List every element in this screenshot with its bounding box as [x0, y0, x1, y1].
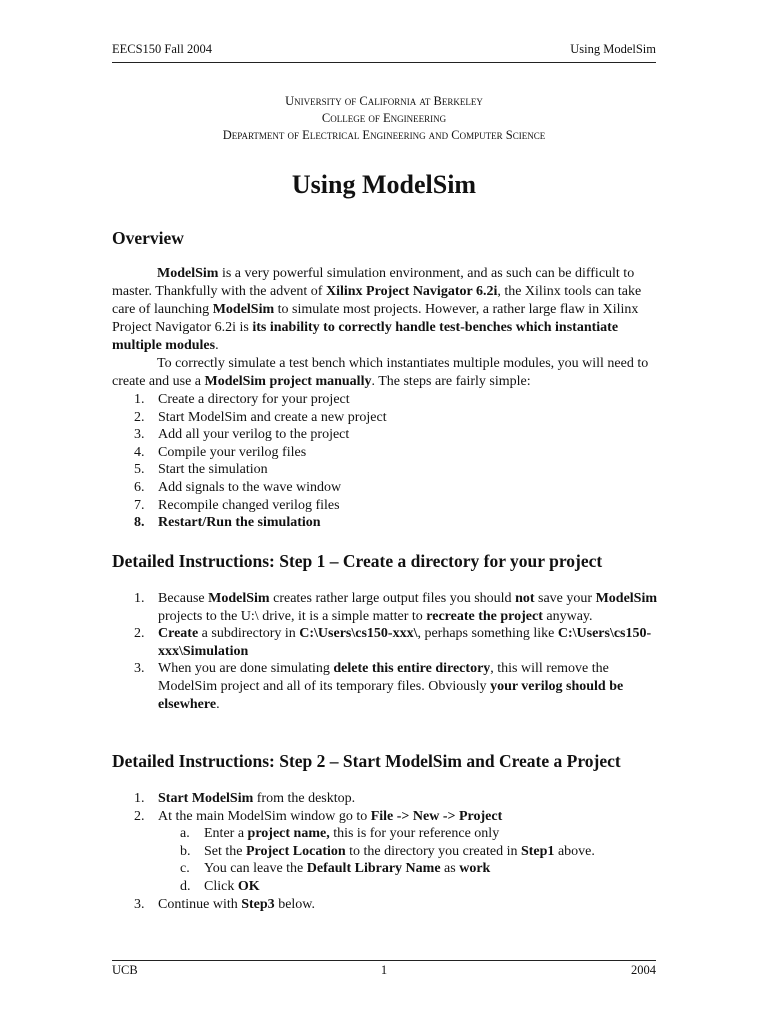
list-item: 3. Add all your verilog to the project	[134, 427, 350, 443]
step2-sublist	[158, 825, 657, 895]
document-title: Using ModelSim	[291, 170, 477, 199]
department-name: Department of Electrical Engineering and Computer Science	[222, 128, 546, 142]
header-course: EECS150 Fall 2004	[112, 42, 213, 56]
list-item: 5. Start the simulation	[134, 462, 268, 478]
list-item: 1. Because ModelSim creates rather large output files you should not save your ModelSim projects to the U:\ drive, it is a simple matter to recreate the project anyway.	[134, 591, 658, 624]
university-name: University of California at Berkeley	[285, 94, 483, 108]
list-item: 2. Start ModelSim and create a new project	[134, 409, 387, 425]
list-item: c. You can leave the Default Library Name as work	[180, 861, 491, 877]
list-item: b. Set the Project Location to the directory you created in Step1 above.	[180, 843, 595, 859]
overview-heading: Overview	[112, 228, 184, 248]
list-item: 2. At the main ModelSim window go to File -> New -> Project a. Enter a project name, this is for your reference only b. Set the Project Location to the directory you created in Step1 above. c. You can leave the Default Library Name as work d. Click OK	[112, 808, 657, 896]
college-name: College of Engineering	[321, 111, 447, 125]
list-item: d. Click OK	[180, 878, 260, 894]
footer-rule	[112, 960, 656, 961]
step2-heading: Detailed Instructions: Step 2 – Start ModelSim and Create a Project	[112, 751, 621, 771]
list-item: 6. Add signals to the wave window	[134, 479, 342, 495]
list-item: 1. Start ModelSim from the desktop.	[134, 791, 356, 806]
footer-institution: UCB	[112, 963, 138, 977]
list-item: 1. Create a directory for your project	[134, 392, 350, 407]
header-rule	[112, 62, 656, 63]
footer-year: 2004	[631, 963, 656, 977]
list-item: a. Enter a project name, this is for your reference only	[180, 826, 500, 842]
overview-paragraph-1: ModelSim is a very powerful simulation environment, and as such can be difficult to master. Thankfully with the advent of Xilinx Project Navigator 6.2i, the Xilinx tools can take care of launching ModelSim to simulate most projects. However, a rather large flaw in Xilinx Project Navigator 6.2i is its inability to correctly handle test-benches which instantiate multiple modules.	[112, 266, 642, 353]
institution-block	[112, 93, 656, 144]
list-item: 7. Recompile changed verilog files	[134, 497, 340, 513]
overview-steps-list	[112, 391, 657, 532]
list-item: 3. When you are done simulating delete this entire directory, this will remove the ModelSim project and all of its temporary files. Obviously your verilog should be elsewhere.	[134, 661, 624, 712]
step1-list	[112, 590, 657, 713]
step1-heading: Detailed Instructions: Step 1 – Create a directory for your project	[112, 551, 603, 571]
list-item: 2. Create a subdirectory in C:\Users\cs150-xxx\, perhaps something like C:\Users\cs150-xxx\Simulation	[134, 626, 652, 659]
overview-text	[112, 265, 657, 391]
list-item: 4. Compile your verilog files	[134, 444, 307, 460]
header-doc-title: Using ModelSim	[570, 42, 656, 56]
list-item: 3. Continue with Step3 below.	[134, 896, 315, 912]
page-number: 1	[380, 963, 388, 977]
step2-list	[112, 790, 657, 913]
overview-paragraph-2: To correctly simulate a test bench which instantiates multiple modules, you will need to create and use a ModelSim project manually. The steps are fairly simple:	[112, 356, 649, 389]
list-item: 8. Restart/Run the simulation	[134, 515, 321, 531]
